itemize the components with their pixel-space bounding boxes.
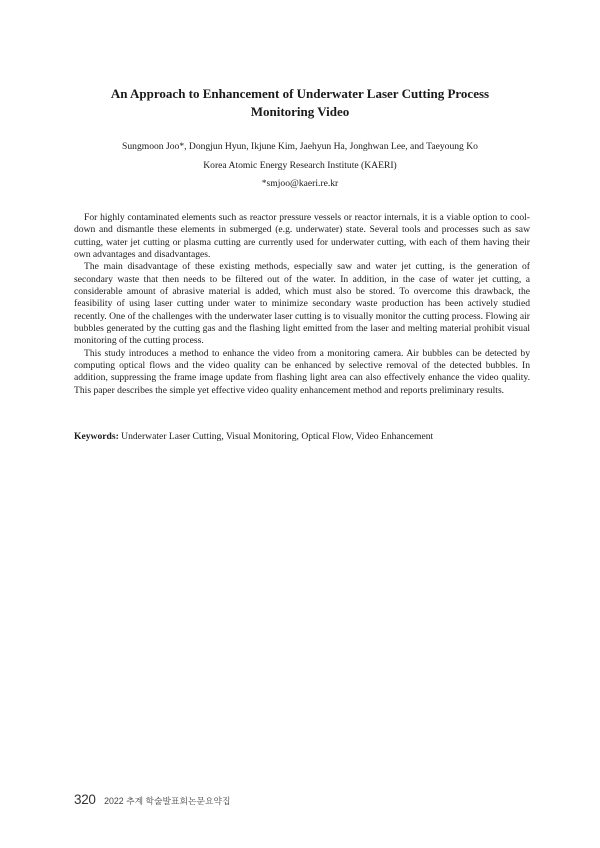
abstract-paragraph: For highly contaminated elements such as reactor pressure vessels or reactor internals, it is a viable option to cool-down and dismantle these elements in submerged (e.g. underwater) state. Several tools and processes such as saw cutting, water jet cutting or plasma cutting are currently used for underwater cutting, with each of them having their own advantages and disadvantages. (74, 212, 530, 261)
title-line: Monitoring Video (250, 104, 350, 119)
keywords-text: Underwater Laser Cutting, Visual Monitoring, Optical Flow, Video Enhancement (118, 431, 434, 442)
abstract (74, 212, 530, 397)
paper-title (60, 85, 540, 121)
running-title: 2022 추계 학술발표회논문요약집 (104, 796, 231, 806)
page-number: 320 (74, 792, 96, 807)
corresponding-email: *smjoo@kaeri.re.kr (261, 178, 339, 189)
keywords (74, 431, 530, 443)
page-footer (74, 791, 231, 809)
title-line: An Approach to Enhancement of Underwater Laser Cutting Process (110, 86, 490, 101)
keywords-label: Keywords: (74, 431, 119, 442)
abstract-paragraph: The main disadvantage of these existing methods, especially saw and water jet cutting, is the generation of secondary waste that then needs to be filtered out of the water. In addition, in the case of water jet cutting, a considerable amount of abrasive material is added, which must also be stored. To overcome this drawback, the feasibility of using laser cutting under water to minimize secondary waste production has been actively studied recently. One of the challenges with the underwater laser cutting is to visually monitor the cutting process. Flowing air bubbles generated by the cutting gas and the flashing light emitted from the laser and melting material prohibit visual monitoring of the cutting process. (74, 261, 530, 347)
affiliation: Korea Atomic Energy Research Institute (KAERI) (203, 160, 397, 171)
abstract-paragraph: This study introduces a method to enhance the video from a monitoring camera. Air bubbles can be detected by computing optical flows and the video quality can be enhanced by selective removal of the detected bubbles. In addition, suppressing the frame image update from flashing light area can also effectively enhance the video quality. This paper describes the simple yet effective video quality enhancement method and reports preliminary results. (74, 347, 530, 396)
authors: Sungmoon Joo*, Dongjun Hyun, Ikjune Kim, Jaehyun Ha, Jonghwan Lee, and Taeyoung Ko (122, 141, 478, 152)
